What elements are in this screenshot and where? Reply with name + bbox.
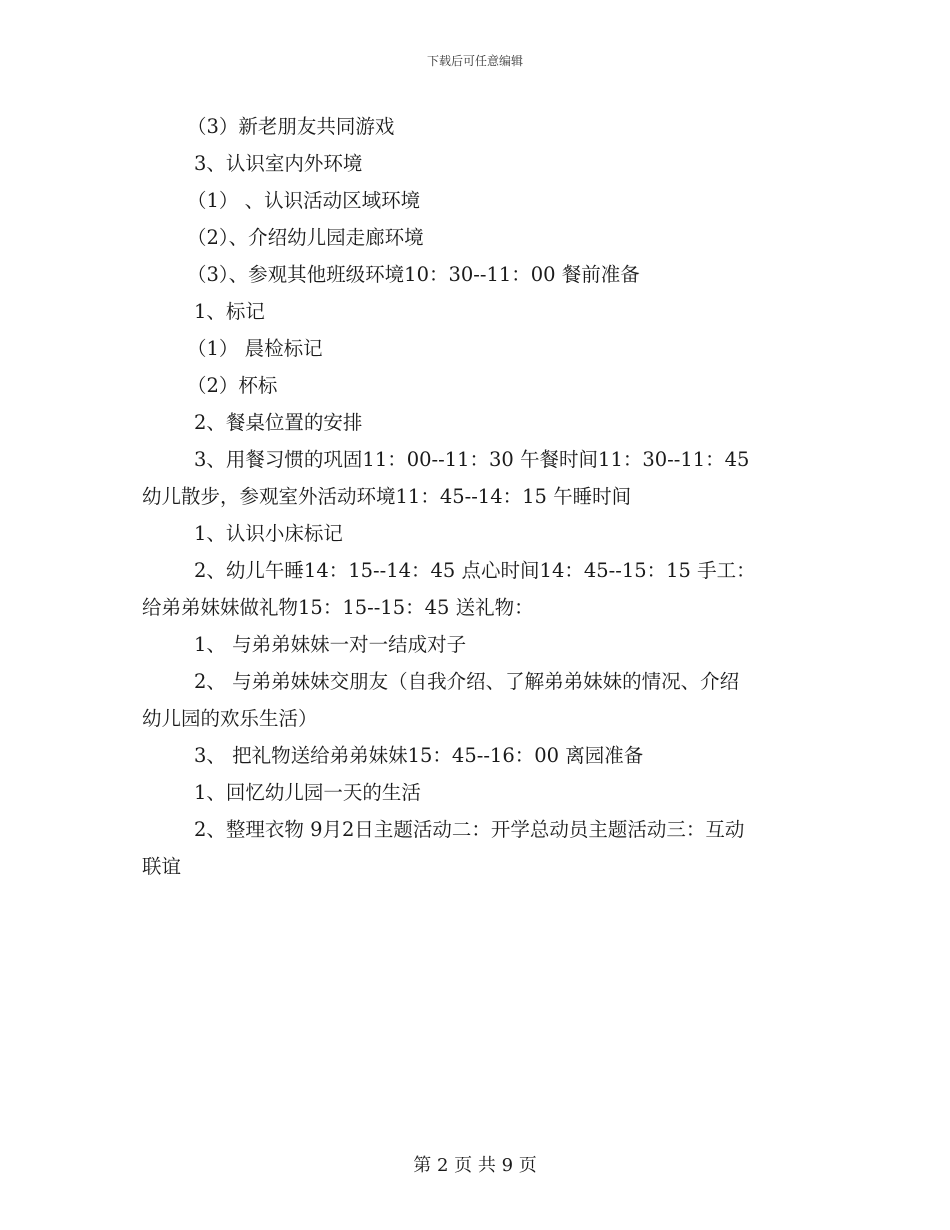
paragraph-line: 3、用餐习惯的巩固11：00--11：30 午餐时间11：30--11：45 [194,448,750,471]
paragraph-line: （1） 晨检标记 [187,337,323,360]
paragraph-line: 1、回忆幼儿园一天的生活 [194,781,421,804]
paragraph-line: （3）新老朋友共同游戏 [187,115,395,138]
paragraph-line: 2、幼儿午睡14：15--14：45 点心时间14：45--15：15 手工： [194,559,756,582]
paragraph-line: 2、餐桌位置的安排 [194,411,363,434]
paragraph-line: 联谊 [142,855,182,878]
paragraph-line: 1、标记 [194,300,265,323]
paragraph-line: 1、 与弟弟妹妹一对一结成对子 [194,633,467,656]
document-body [142,108,810,885]
paragraph-line: 3、认识室内外环境 [194,152,363,175]
page-header: 下载后可任意编辑 [426,54,523,68]
paragraph-line: 幼儿散步，参观室外活动环境11：45--14：15 午睡时间 [142,485,632,508]
paragraph-line: 2、整理衣物 9月2日主题活动二：开学总动员主题活动三：互动 [194,818,745,841]
paragraph-line: 给弟弟妹妹做礼物15：15--15：45 送礼物： [142,596,534,619]
paragraph-line: （2）杯标 [187,374,278,397]
page-number: 第 2 页 共 9 页 [413,1155,537,1176]
paragraph-line: （3）、参观其他班级环境10：30--11：00 餐前准备 [187,263,640,286]
paragraph-line: （2）、介绍幼儿园走廊环境 [187,226,424,249]
paragraph-line: 2、 与弟弟妹妹交朋友（自我介绍、了解弟弟妹妹的情况、介绍 [194,670,740,693]
paragraph-line: 3、 把礼物送给弟弟妹妹15：45--16：00 离园准备 [194,744,644,767]
paragraph-line: （1） 、认识活动区域环境 [187,189,421,212]
paragraph-line: 1、认识小床标记 [194,522,343,545]
paragraph-line: 幼儿园的欢乐生活） [142,707,318,730]
